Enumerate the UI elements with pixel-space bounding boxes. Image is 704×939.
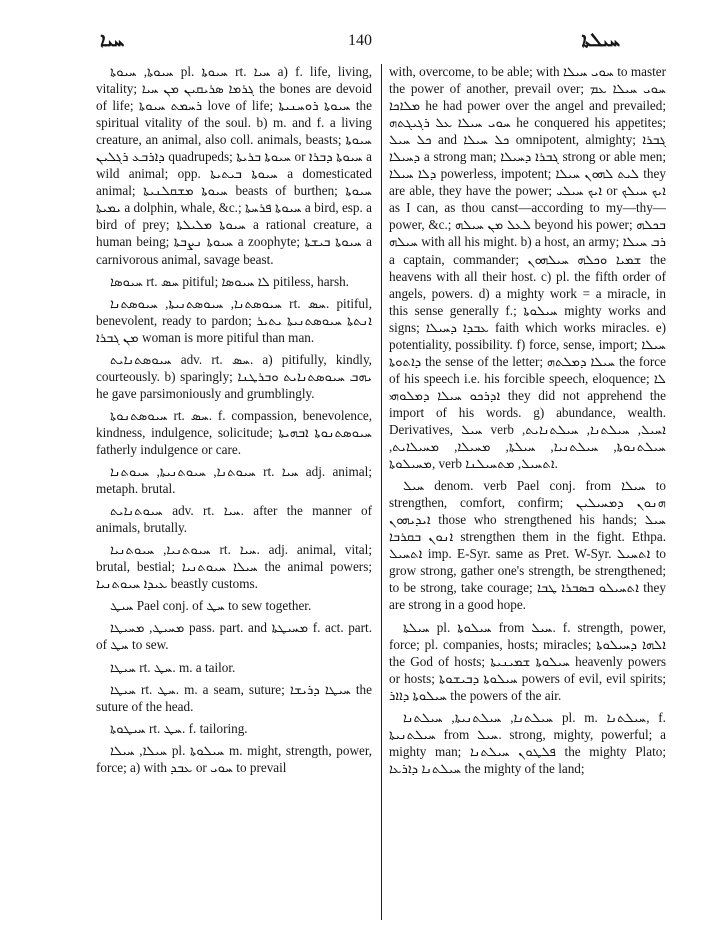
dictionary-entry-continued: with, overcome, to be able; with ܚܘܝ ܚܝܠܐ to master the power of another, prevail over; ܚܘܝ ܚܝܠܐ ܥܡ ܡܠܐܟܐ he had power over the angel and prevailed; ܚܘܝ ܚܝܠܐ ܥܠ ܪܓܝܓܬܗ he conquered his appetites; ܟܠ ܚܝܠ and ܟܠ ܚܝܠܐ omnipotent, almighty; ܓܒܪܐ ܕܚܝܠܐ a strong man; ܓܒܪܐ ܕܚܝܠܐ strong or able men; ܕܠܐ ܚܝܠܐ powerless, impotent; ܠܝܬ ܠܗܘܢ ܚܝܠܐ they are able, they have the power; ܐܝܟ ܚܝܠܝ or ܐܝܟ ܚܝܠܟ as I can, as thou canst—according to my—thy—power, &c.; ܠܥܠ ܡܢ ܚܝܠܗ beyond his power; ܒܟܠܗ ܚܝܠܗ with all his might. b) a host, an army; ܪܒ ܚܝܠܐ a captain, commander; ܫܡܝܐ ܘܟܠܗ ܚܝܠܗܘܢ the heavens with all their host. c) pl. the fifth order of angels, powers. d) a mighty work = a miracle, in this sense generally f.; ܚܝܠܘܬܐ mighty works and signs; ܥܒܕܐ ܕܚܝܠܐ faith which works miracles. e) potentiality, possibility. f) force, sense, import; ܚܝܠܐ ܕܐܬܘܬܐ the sense of the letter; ܚܝܠܐ ܕܡܠܬܗ the force of his speech i.e. his forcible speech, eloquence; ܠܐ ܐܕܪܟܘ ܚܝܠܐ ܕܡܠܘܗܝ they did not apprehend the import of his words. g) abundance, wealth. Derivatives, ܚܝܠ verb ܐܚܝܠ, ܚܝܠܬܢܐ, ܚܝܠܬܢܐܝܬ, ܚܝܠܬܢܘܬܐ, ܚܝܠܬܢܝܐ, ܚܝܠܬܐ, ܡܚܝܠܐ, ܡܚܝܠܐܝܬ, ܡܚܝܠܘܬܐ, verb ܐܬܚܝܠ, ܡܬܚܝܠܢܐ. bbox=[389, 64, 666, 472]
page-header bbox=[100, 30, 620, 54]
right-column bbox=[389, 63, 666, 782]
page-number: 140 bbox=[348, 32, 372, 49]
dictionary-entry: ܚܝܛܐ rt. ܚܛ. m. a seam, suture; ܚܝܛܐ ܕܪܝܫܐ the suture of the head. bbox=[96, 681, 372, 714]
dictionary-entry: ܚܝܠܬܐ pl. ܚܝܠܘܬܐ from ܚܝܠ. f. strength, power, force; pl. companies, hosts; miracles; ܐܠܗܐ ܕܚܝܠܘܬܐ the God of hosts; ܚܝܠܘܬܐ ܫܡܝܢܝܬܐ heavenly powers or hosts; ܚܝܠܘܬܐ ܕܒܝܫܘܬܐ powers of evil, evil spirits; ܚܝܠܘܬܐ ܕܐܐܪ the powers of the air. bbox=[389, 619, 667, 703]
dictionary-entry: ܚܝܠܐ, ܚܝܠܐ pl. ܚܝܠܘܬܐ m. might, strength, power, force; a) with ܥܒܕ or ܚܘܝ to prevail bbox=[96, 742, 372, 775]
dictionary-entry: ܚܝܘܣܬܢܐ, ܚܝܘܣܬܢܝܬܐ, ܚܝܘܣܬܢܐ rt. ܚܣ. pitiful, benevolent, ready to pardon; ܐܢܬܬܐ ܚܝܘܣܬܢܝܬܐ ܝܬܝܪ ܡܢ ܓܒܪܐ woman is more pitiful than man. bbox=[96, 295, 373, 345]
dictionary-entry: ܚܝܘܣܐ rt. ܚܣ pitiful; ܠܐ ܚܝܘܣܐ pitiless, harsh. bbox=[110, 273, 349, 289]
dictionary-entry: ܚܝܘܬܢܐ, ܚܝܘܬܢܝܬܐ, ܚܝܘܬܢܐ rt. ܚܝܐ adj. animal; metaph. brutal. bbox=[96, 464, 372, 497]
left-column bbox=[96, 63, 372, 781]
dictionary-entry: ܚܝܛ Pael conj. of ܚܛ to sew together. bbox=[110, 598, 312, 614]
dictionary-entry: ܚܝܠܬܢܐ, ܚܝܠܬܢܝܬܐ, ܚܝܠܬܢܐ pl. m. ܚܝܠܬܢܐ, f. ܚܝܠܬܢܝܬܐ from ܚܝܠ. strong, mighty, powerful; a mighty man; ܦܠܛܘܢ ܚܝܠܬܢܐ the mighty Plato; ܚܝܠܬܢܐ ܕܐܪܥܐ the mighty of the land; bbox=[389, 709, 666, 776]
dictionary-entry: ܡܚܝܛ, ܡܚܝܛܐ pass. part. and ܡܚܝܛܬܐ f. act. part. of ܚܛ to sew. bbox=[96, 620, 372, 653]
left-running-headword: ܚܝܐ bbox=[100, 30, 125, 51]
dictionary-entry: ܚܝܠ denom. verb Pael conj. from ܚܝܠܐ to strengthen, comfort, confirm; ܗܢܘܢ ܕܡܚܝܠܝܢ ܐܝܕܝܗܘܢ those who strengthened his hands; ܚܝܠ ܐܢܘܢ ܒܩܪܒܐ strengthen them in the fight. Ethpa. ܐܬܚܝܠ imp. E-Syr. same as Pret. W-Syr. ܐܬܚܝܠ to grow strong, gather one's strength, be strengthened; to be strong, take courage; ܐܬܚܝܠܘ ܒܣܒܪܐ ܛܒܐ they are strong in a good hope. bbox=[389, 478, 666, 613]
dictionary-entry: ܚܝܘܬܐ, ܚܝܘܬܐ pl. ܚܝܘܬܐ rt. ܚܝܐ a) f. life, living, vitality; ܓܪܡܐ ܣܪܝܩܝܢ ܡܢ ܚܝܐ the bones are devoid of life; ܪܚܡܬ ܚܝܘܬܐ love of life; ܚܝܘܬܐ ܪܘܚܢܝܬܐ the spiritual vitality of the soul. b) m. and f. a living creature, an animal, also coll. animals, beasts; ܚܝܘܬܐ ܕܐܪܒܥ ܪܓܠܝܢ quadrupeds; ܚܝܘܬܐ ܒܪܝܬܐ or ܚܝܘܬܐ ܕܒܪܐ a wild animal; opp. ܚܝܘܬܐ ܒܝܬܝܬܐ a domesticated animal; ܚܝܘܬܐ ܡܫܩܠܢܝܬܐ beasts of burthen; ܚܝܘܬܐ ܝܡܝܬܐ a dolphin, whale, &c.; ܚܝܘܬܐ ܦܪܚܬܐ a bird, esp. a bird of prey; ܚܝܘܬܐ ܡܠܝܠܬܐ a rational creature, a human being; ܚܝܘܬܐ ܢܨܒܬܐ a zoophyte; ܚܝܘܬܐ ܒܝܫܬܐ a carnivorous animal, savage beast. bbox=[96, 64, 373, 267]
dictionary-entry: ܚܝܛܐ rt. ܚܛ. m. a tailor. bbox=[110, 659, 236, 675]
dictionary-entry: ܚܝܘܣܬܢܘܬܐ rt. ܚܣ. f. compassion, benevolence, kindness, indulgence, solicitude; ܚܝܘܣܬܢܘܬܐ ܐܒܗܝܬܐ fatherly indulgence or care. bbox=[96, 407, 373, 457]
dictionary-entry: ܚܝܘܬܢܐܝܬ adv. rt. ܚܝܐ. after the manner of animals, brutally. bbox=[96, 503, 372, 536]
column-divider bbox=[381, 64, 382, 920]
right-running-headword: ܚܝܠܬܐ bbox=[581, 30, 620, 51]
dictionary-entry: ܚܝܘܣܬܢܐܝܬ adv. rt. ܚܣ. a) pitifully, kindly, courteously. b) sparingly; ܝܗܒ ܚܝܘܣܬܢܐܝܬ ܘܒܪܛܢܐ he gave parsimoniously and grumblingly. bbox=[96, 351, 372, 401]
dictionary-entry: ܚܝܛܘܬܐ rt. ܚܛ. f. tailoring. bbox=[110, 720, 248, 736]
dictionary-entry: ܚܝܘܬܢܝܐ, ܚܝܘܬܢܝܐ rt. ܚܝܐ. adj. animal, vital; brutal, bestial; ܚܝܠܐ ܚܝܘܬܢܝܐ the animal powers; ܥܝܕܐ ܚܝܘܬܢܝܐ beastly customs. bbox=[96, 542, 372, 592]
